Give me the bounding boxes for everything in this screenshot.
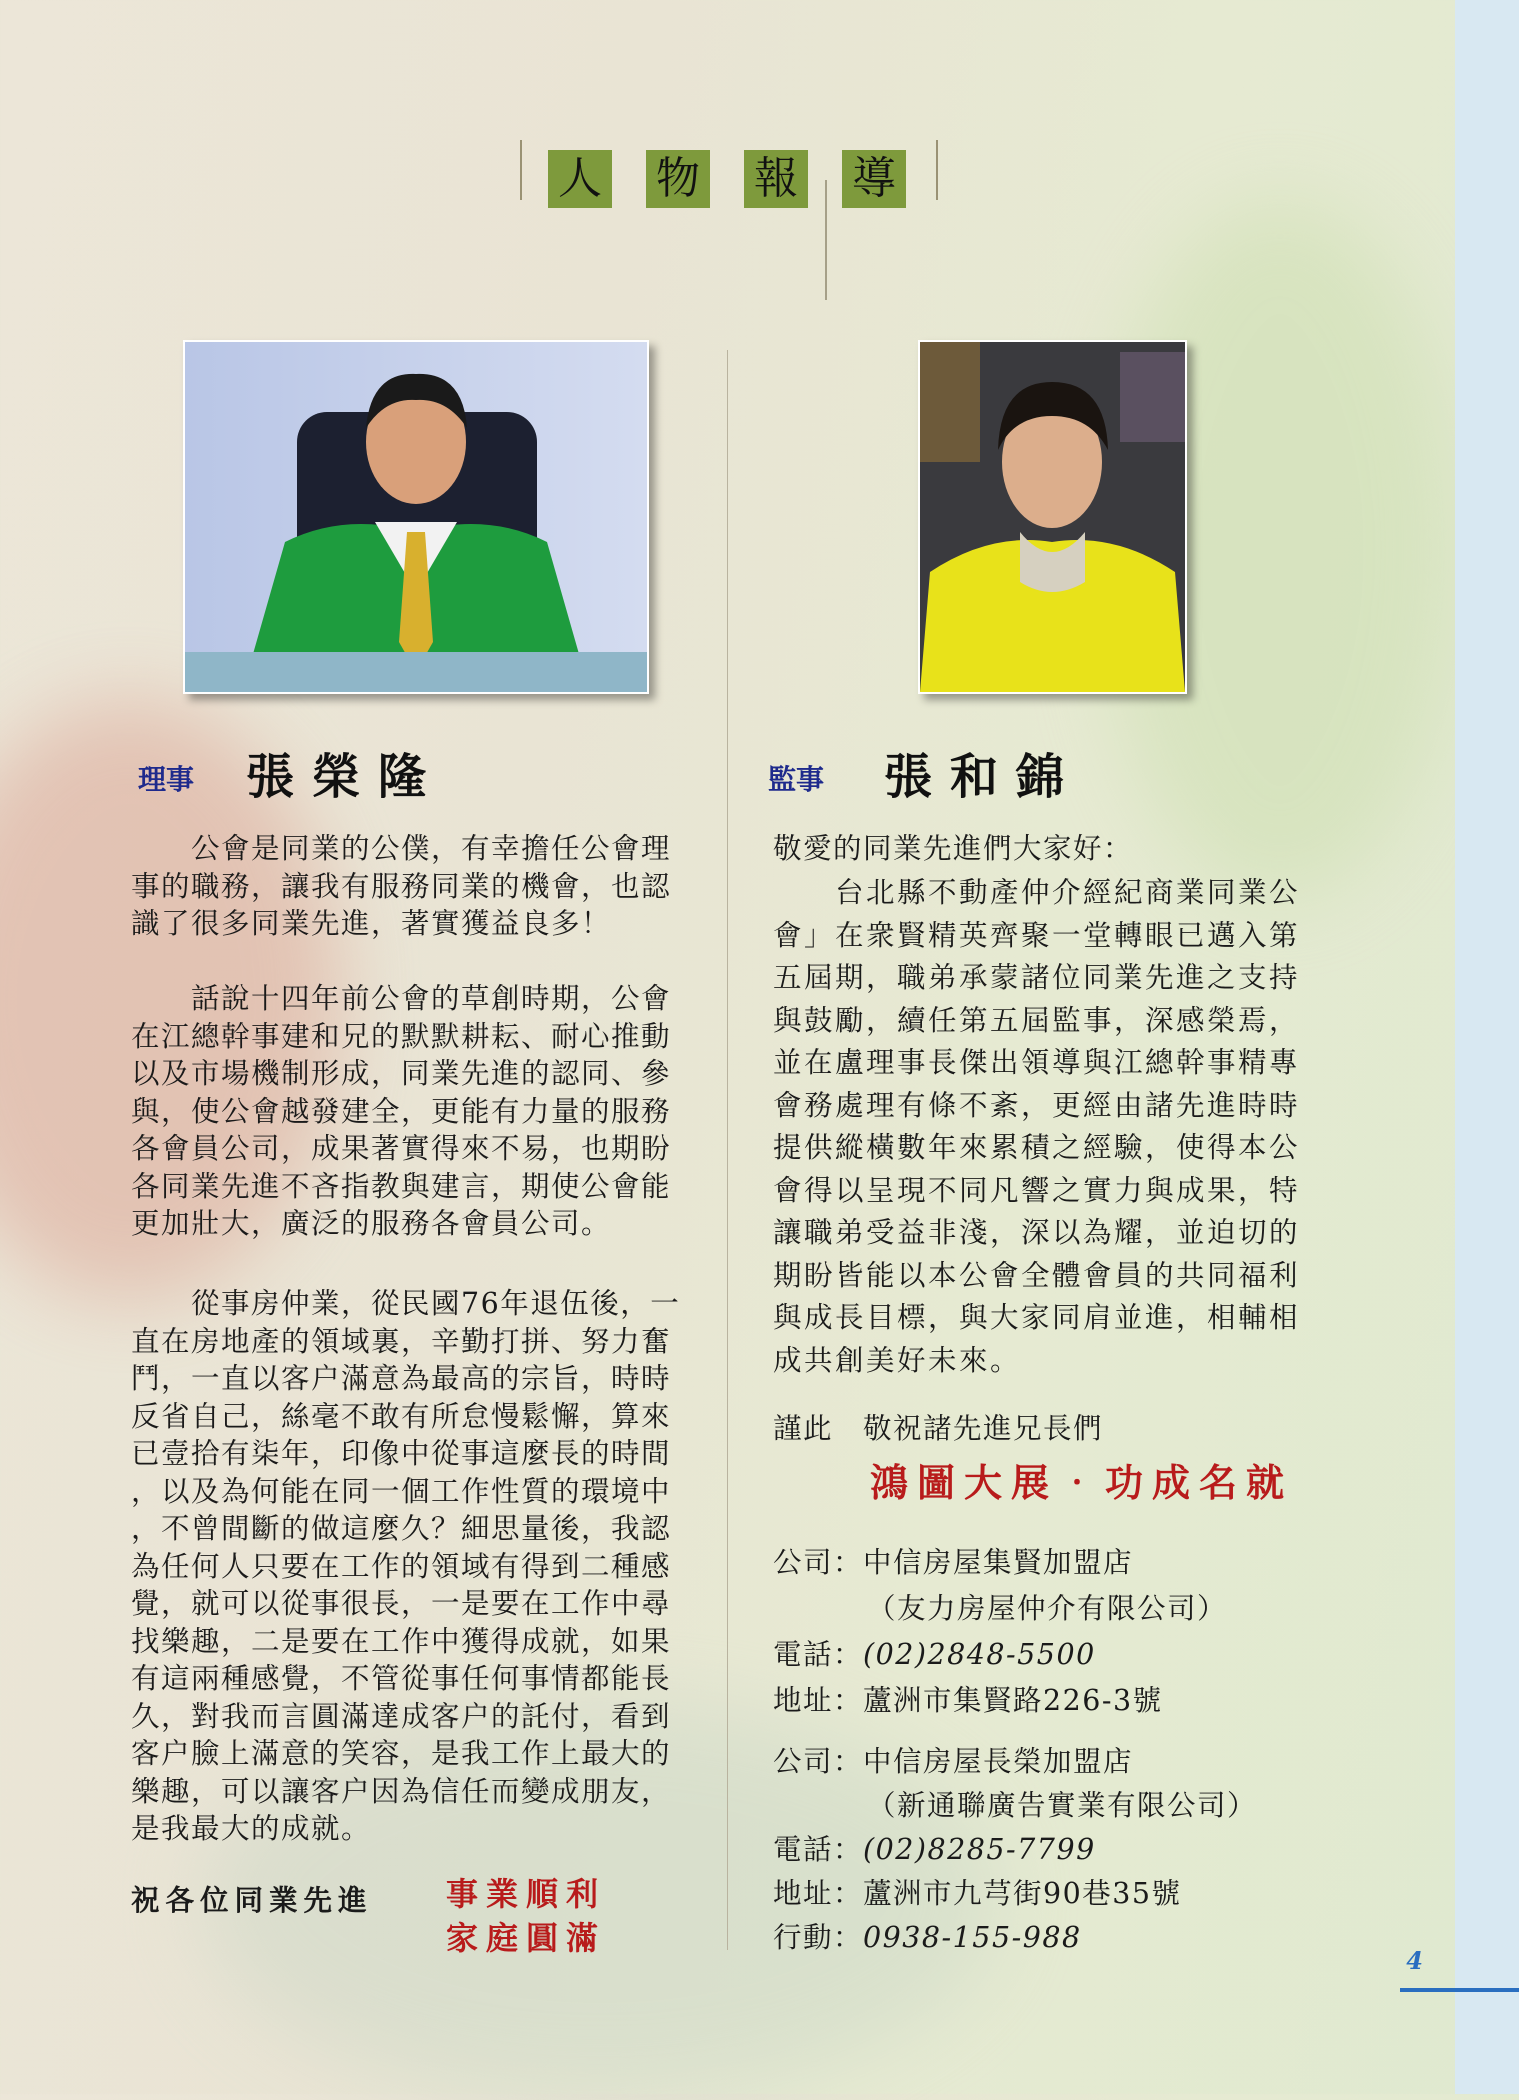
text-line: 與成長目標，與大家同肩並進，相輔相 [773, 1301, 1301, 1334]
company-label: 公司： [773, 1745, 864, 1778]
text-line: 與鼓勵，續任第五屆監事，深感榮焉， [773, 1003, 1301, 1037]
mobile-number: 0938-155-988 [863, 1921, 1082, 1954]
address: 蘆洲市集賢路226-3號 [863, 1684, 1163, 1717]
text-line: 識了很多同業先進，著實獲益良多！ [131, 907, 612, 940]
company-1-phone-row [773, 1632, 1227, 1678]
text-line: 鬥，一直以客户滿意為最高的宗旨，時時 [131, 1362, 672, 1395]
text-line: 會得以呈現不同凡響之實力與成果，特 [773, 1173, 1301, 1207]
company-2-name-row [773, 1740, 1257, 1784]
right-regards: 謹此 敬祝諸先進兄長們 [773, 1412, 1104, 1445]
title-char: 報 [744, 150, 808, 208]
text-line: 與，使公會越發建全，更能有力量的服務 [131, 1094, 672, 1128]
title-rule [520, 140, 522, 200]
portrait-photo-left [183, 340, 649, 694]
text-line: 會務處理有條不紊，更經由諸先進時時 [773, 1088, 1301, 1122]
left-closing: 祝各位同業先進 [131, 1883, 373, 1917]
text-line: 覺，就可以從事很長，一是要在工作中尋 [131, 1587, 672, 1620]
column-divider [727, 350, 728, 1950]
text-line: 成共創美好未來。 [773, 1343, 1022, 1377]
right-greeting: 敬愛的同業先進們大家好： [773, 832, 1134, 865]
mobile-label: 行動： [773, 1921, 864, 1954]
left-closing-wish-2: 家庭圓滿 [446, 1919, 607, 1957]
address-label: 地址： [773, 1684, 864, 1717]
portrait-photo-right [918, 340, 1187, 694]
right-edge-strip [1455, 0, 1519, 2094]
company-2 [773, 1740, 1257, 1960]
text-line: 找樂趣，二是要在工作中獲得成就，如果 [131, 1624, 672, 1658]
text-line: 提供縱橫數年來累積之經驗，使得本公 [773, 1131, 1301, 1164]
company-name: 中信房屋長榮加盟店 [863, 1745, 1134, 1778]
title-char: 導 [842, 150, 906, 208]
text-line: 公會是同業的公僕，有幸擔任公會理 [131, 832, 672, 865]
company-1-sub-row [773, 1586, 1227, 1632]
phone-label: 電話： [773, 1833, 864, 1866]
role-label-left: 理事 [138, 763, 195, 796]
left-paragraph-2 [131, 980, 671, 1243]
text-line: 樂趣，可以讓客户因為信任而變成朋友， [131, 1774, 672, 1808]
company-2-address-row [773, 1872, 1257, 1916]
title-rule [936, 140, 938, 200]
text-line: 直在房地產的領域裏，辛勤打拼、努力奮 [131, 1324, 672, 1358]
left-paragraph-3 [131, 1285, 680, 1848]
company-2-phone-row [773, 1828, 1257, 1872]
text-line: 已壹拾有柒年，印像中從事這麼長的時間 [131, 1437, 672, 1470]
person-name-right: 張和錦 [884, 749, 1083, 805]
left-paragraph-1 [131, 830, 671, 943]
title-char: 人 [548, 150, 612, 208]
text-line: 台北縣不動產仲介經紀商業同業公 [773, 876, 1301, 909]
phone-number: (02)8285-7799 [863, 1833, 1096, 1866]
text-line: ，不曾間斷的做這麼久？細思量後，我認 [131, 1512, 672, 1545]
text-line: 久，對我而言圓滿達成客户的託付，看到 [131, 1699, 672, 1733]
right-paragraph [773, 872, 1300, 1382]
text-line: 是我最大的成就。 [131, 1812, 372, 1845]
role-label-right: 監事 [768, 763, 825, 796]
text-line: 讓職弟受益非淺，深以為耀，並迫切的 [773, 1216, 1301, 1249]
company-name: 中信房屋集賢加盟店 [863, 1546, 1134, 1579]
page-number: 4 [1406, 1946, 1423, 1975]
address: 蘆洲市九芎街90巷35號 [863, 1877, 1182, 1910]
text-line: 事的職務，讓我有服務同業的機會，也認 [131, 869, 672, 903]
company-1-address-row [773, 1678, 1227, 1724]
text-line: 並在盧理事長傑出領導與江總幹事精專 [773, 1046, 1301, 1079]
company-2-sub-row [773, 1784, 1257, 1828]
text-line: 反省自己，絲毫不敢有所怠慢鬆懈，算來 [131, 1399, 672, 1433]
right-slogan: 鴻圖大展‧功成名就 [870, 1460, 1294, 1505]
title-char: 物 [646, 150, 710, 208]
section-title [520, 140, 940, 220]
text-line: 為任何人只要在工作的領域有得到二種感 [131, 1549, 672, 1583]
text-line: 有這兩種感覺，不管從事任何事情都能長 [131, 1662, 672, 1695]
phone-label: 電話： [773, 1638, 864, 1671]
left-closing-wish-1: 事業順利 [446, 1875, 607, 1913]
footer-rule [1400, 1988, 1519, 1992]
text-line: 從事房仲業，從民國76年退伍後，一 [131, 1287, 681, 1320]
text-line: 話說十四年前公會的草創時期，公會 [131, 982, 672, 1015]
address-label: 地址： [773, 1877, 864, 1910]
company-1 [773, 1540, 1227, 1724]
text-line: 客户臉上滿意的笑容，是我工作上最大的 [131, 1737, 672, 1770]
text-line: 期盼皆能以本公會全體會員的共同福利 [773, 1258, 1301, 1292]
person-name-left: 張榮隆 [246, 749, 445, 805]
company-2-mobile-row [773, 1916, 1257, 1960]
text-line: 各會員公司，成果著實得來不易，也期盼 [131, 1132, 672, 1165]
text-line: 各同業先進不吝指教與建言，期使公會能 [131, 1169, 672, 1203]
company-subname: （新通聯廣告實業有限公司） [867, 1789, 1258, 1822]
company-subname: （友力房屋仲介有限公司） [867, 1592, 1228, 1625]
text-line: ，以及為何能在同一個工作性質的環境中 [131, 1474, 672, 1508]
text-line: 更加壯大，廣泛的服務各會員公司。 [131, 1207, 612, 1240]
text-line: 會」在衆賢精英齊聚一堂轉眼已邁入第 [773, 918, 1301, 952]
company-1-name-row [773, 1540, 1227, 1586]
text-line: 以及市場機制形成，同業先進的認同、參 [131, 1057, 672, 1090]
text-line: 五屆期，職弟承蒙諸位同業先進之支持 [773, 961, 1301, 994]
text-line: 在江總幹事建和兄的默默耕耘、耐心推動 [131, 1019, 672, 1053]
company-label: 公司： [773, 1546, 864, 1579]
phone-number: (02)2848-5500 [863, 1638, 1096, 1671]
